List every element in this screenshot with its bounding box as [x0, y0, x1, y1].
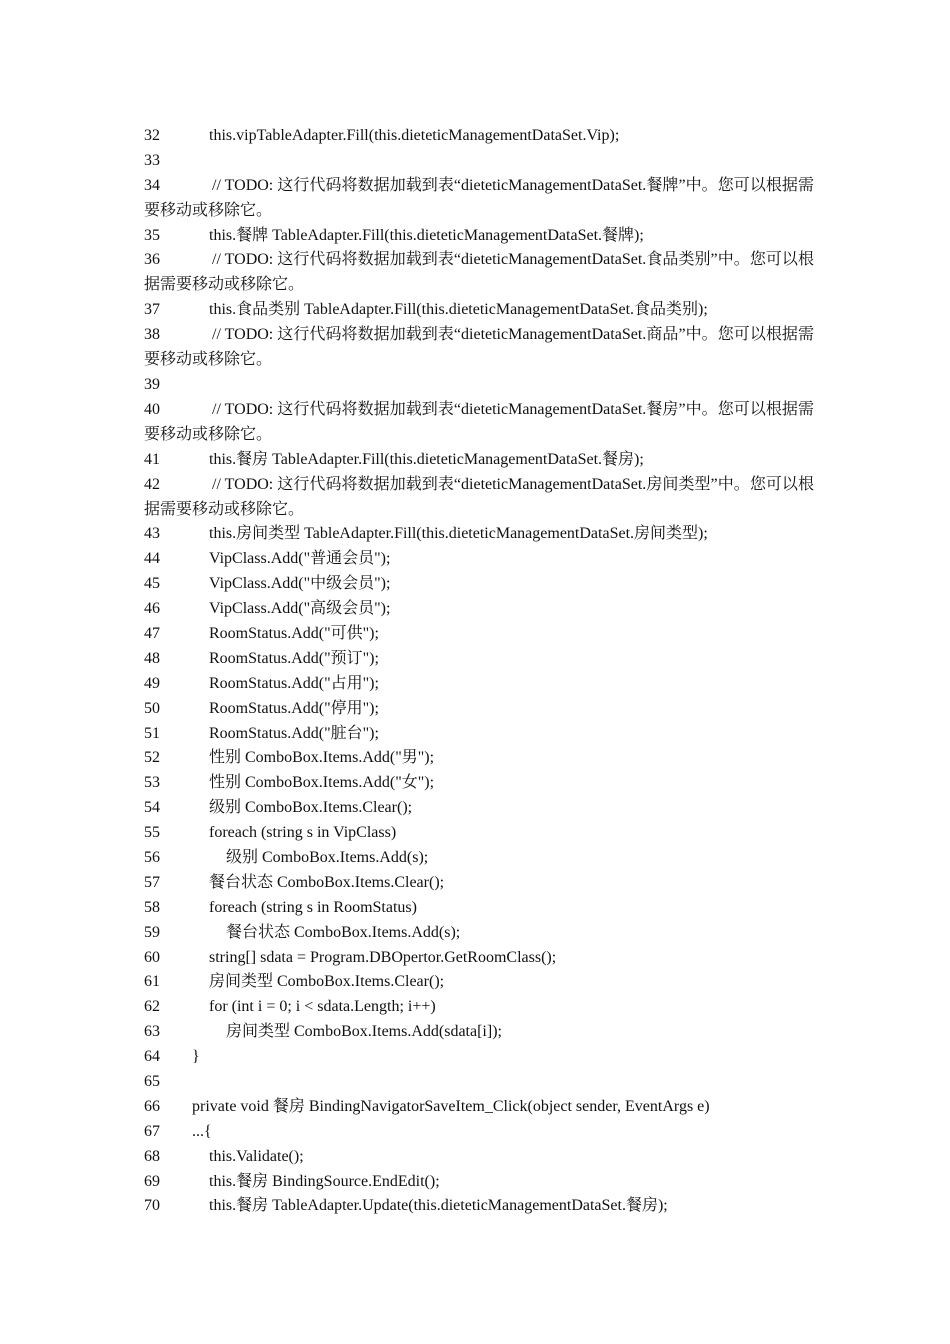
code-line	[144, 572, 814, 597]
code-line	[144, 398, 814, 448]
code-text: 餐台状态 ComboBox.Items.Add(s);	[226, 923, 461, 941]
code-text: private void 餐房 BindingNavigatorSaveItem_Click(object sender, EventArgs e)	[192, 1097, 710, 1115]
code-text: // TODO: 这行代码将数据加载到表“dieteticManagementDataSet.商品”中。您可以根据需要移动或移除它。	[144, 326, 814, 369]
code-text: // TODO: 这行代码将数据加载到表“dieteticManagementDataSet.餐房”中。您可以根据需要移动或移除它。	[144, 400, 814, 443]
line-number: 49	[144, 674, 160, 692]
line-number: 50	[144, 699, 160, 717]
code-line	[144, 124, 814, 149]
code-text: ...{	[192, 1122, 212, 1140]
line-number: 57	[144, 873, 160, 891]
line-number: 66	[144, 1097, 160, 1115]
code-line	[144, 373, 814, 398]
code-text: 房间类型 ComboBox.Items.Clear();	[209, 973, 445, 991]
line-number: 65	[144, 1073, 160, 1090]
code-line	[144, 248, 814, 298]
line-number: 40	[144, 400, 160, 418]
code-line	[144, 1170, 814, 1195]
code-text: foreach (string s in RoomStatus)	[209, 898, 417, 916]
code-text: // TODO: 这行代码将数据加载到表“dieteticManagementDataSet.餐牌”中。您可以根据需要移动或移除它。	[144, 176, 814, 219]
code-text: }	[192, 1048, 200, 1066]
code-text: 性别 ComboBox.Items.Add("男");	[209, 749, 435, 767]
code-line	[144, 796, 814, 821]
code-line	[144, 1120, 814, 1145]
line-number: 38	[144, 326, 160, 344]
line-number: 39	[144, 376, 160, 393]
line-number: 41	[144, 450, 160, 468]
code-line	[144, 1095, 814, 1120]
code-line	[144, 821, 814, 846]
code-line	[144, 149, 814, 174]
line-number: 45	[144, 575, 160, 593]
code-text: this.Validate();	[209, 1147, 304, 1165]
code-line	[144, 174, 814, 224]
code-line	[144, 224, 814, 249]
line-number: 59	[144, 923, 160, 941]
line-number: 58	[144, 898, 160, 916]
line-number: 54	[144, 799, 160, 817]
line-number: 52	[144, 749, 160, 767]
code-line	[144, 896, 814, 921]
code-line	[144, 921, 814, 946]
line-number: 61	[144, 973, 160, 991]
code-text: this.餐牌 TableAdapter.Fill(this.dieteticManagementDataSet.餐牌);	[209, 226, 644, 244]
line-number: 56	[144, 848, 160, 866]
line-number: 68	[144, 1147, 160, 1165]
code-line	[144, 597, 814, 622]
code-line	[144, 672, 814, 697]
line-number: 43	[144, 525, 160, 543]
line-number: 60	[144, 948, 160, 966]
code-line	[144, 647, 814, 672]
code-line	[144, 1145, 814, 1170]
code-text: // TODO: 这行代码将数据加载到表“dieteticManagementDataSet.食品类别”中。您可以根据需要移动或移除它。	[144, 251, 814, 294]
line-number: 44	[144, 550, 160, 568]
code-line	[144, 473, 814, 523]
line-number: 70	[144, 1197, 160, 1215]
line-number: 69	[144, 1172, 160, 1190]
line-number: 34	[144, 176, 160, 194]
line-number: 37	[144, 301, 160, 319]
code-line	[144, 871, 814, 896]
line-number: 47	[144, 624, 160, 642]
code-line	[144, 771, 814, 796]
code-line	[144, 970, 814, 995]
code-text: VipClass.Add("普通会员");	[209, 550, 391, 568]
code-text: RoomStatus.Add("可供");	[209, 624, 379, 642]
line-number: 42	[144, 475, 160, 493]
code-line	[144, 946, 814, 971]
code-text: this.餐房 TableAdapter.Update(this.dieteticManagementDataSet.餐房);	[209, 1197, 668, 1215]
line-number: 48	[144, 649, 160, 667]
line-number: 46	[144, 600, 160, 618]
code-text: this.房间类型 TableAdapter.Fill(this.dieteticManagementDataSet.房间类型);	[209, 525, 708, 543]
code-text: 级别 ComboBox.Items.Clear();	[209, 799, 413, 817]
line-number: 33	[144, 151, 160, 169]
code-text: this.vipTableAdapter.Fill(this.dieteticManagementDataSet.Vip);	[209, 127, 620, 144]
line-number: 63	[144, 1023, 160, 1041]
code-line	[144, 1020, 814, 1045]
line-number: 55	[144, 824, 160, 842]
code-text: foreach (string s in VipClass)	[209, 824, 397, 842]
code-line	[144, 1194, 814, 1219]
code-text: RoomStatus.Add("脏台");	[209, 724, 379, 742]
code-line	[144, 995, 814, 1020]
code-line	[144, 1070, 814, 1095]
code-text: 房间类型 ComboBox.Items.Add(sdata[i]);	[226, 1023, 502, 1041]
code-text: this.食品类别 TableAdapter.Fill(this.dieteticManagementDataSet.食品类别);	[209, 301, 708, 319]
code-text: RoomStatus.Add("预订");	[209, 649, 379, 667]
code-line	[144, 547, 814, 572]
code-text: VipClass.Add("中级会员");	[209, 575, 391, 593]
code-line	[144, 522, 814, 547]
code-line	[144, 448, 814, 473]
code-line	[144, 846, 814, 871]
code-text: this.餐房 TableAdapter.Fill(this.dieteticManagementDataSet.餐房);	[209, 450, 644, 468]
line-number: 67	[144, 1122, 160, 1140]
line-number: 62	[144, 998, 160, 1016]
code-text: // TODO: 这行代码将数据加载到表“dieteticManagementDataSet.房间类型”中。您可以根据需要移动或移除它。	[144, 475, 814, 518]
code-line	[144, 746, 814, 771]
code-listing	[144, 124, 814, 1219]
code-line	[144, 323, 814, 373]
line-number: 51	[144, 724, 160, 742]
code-text: for (int i = 0; i < sdata.Length; i++)	[209, 998, 436, 1016]
code-text: this.餐房 BindingSource.EndEdit();	[209, 1172, 440, 1190]
line-number: 35	[144, 226, 160, 244]
code-text: RoomStatus.Add("停用");	[209, 699, 379, 717]
code-line	[144, 697, 814, 722]
code-text: VipClass.Add("高级会员");	[209, 600, 391, 618]
line-number: 53	[144, 774, 160, 792]
line-number: 32	[144, 127, 160, 144]
line-number: 36	[144, 251, 160, 269]
code-line	[144, 722, 814, 747]
code-text: string[] sdata = Program.DBOpertor.GetRoomClass();	[209, 948, 557, 966]
line-number: 64	[144, 1048, 160, 1066]
code-text: 级别 ComboBox.Items.Add(s);	[226, 848, 429, 866]
code-text: 性别 ComboBox.Items.Add("女");	[209, 774, 435, 792]
code-line	[144, 298, 814, 323]
code-text: RoomStatus.Add("占用");	[209, 674, 379, 692]
code-line	[144, 1045, 814, 1070]
code-line	[144, 622, 814, 647]
code-text: 餐台状态 ComboBox.Items.Clear();	[209, 873, 445, 891]
